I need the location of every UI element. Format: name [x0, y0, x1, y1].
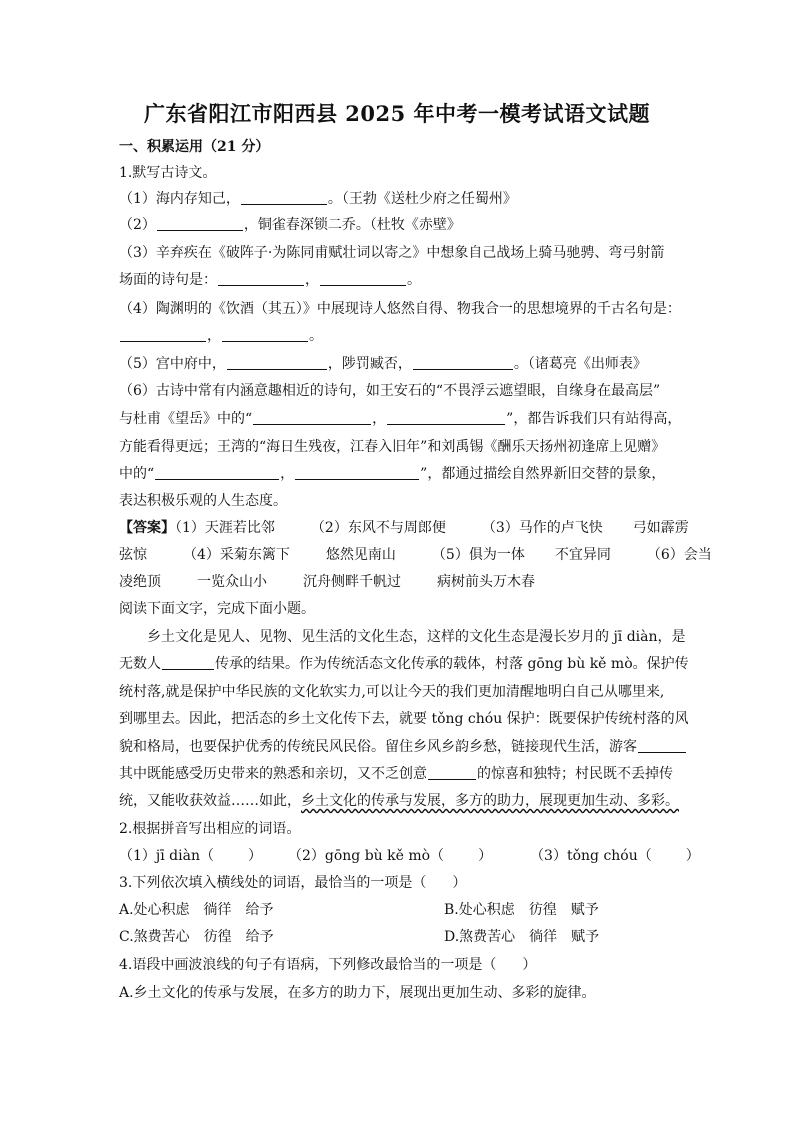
answer-item: （3）马作的卢飞快 [481, 520, 603, 536]
q2-items [119, 846, 700, 866]
q1-item-4-line1: （4）陶渊明的《饮酒（其五）》中展现诗人悠然自得、物我合一的思想境界的千古名句是： [119, 301, 681, 317]
answer-item: （1）天涯若比邻 [175, 520, 275, 536]
passage-text: 统，又能收获效益……如此， [119, 793, 301, 809]
q3-option-a[interactable]: A.处心积虑 徜徉 给予 [119, 902, 274, 918]
q1-item-1 [119, 189, 517, 209]
q3-option-d[interactable]: D.煞费苦心 徜徉 赋予 [444, 929, 600, 945]
q1-item-5-post: 。（诸葛亮《出师表》 [513, 356, 647, 372]
answer-blank[interactable] [253, 410, 371, 425]
answer-item: 悠然见南山 [325, 547, 396, 563]
answer-blank[interactable] [413, 355, 513, 370]
q1-item-1-pre: （1）海内存知己， [119, 191, 240, 207]
answer-item: （2）东风不与周郎便 [310, 520, 446, 536]
answer-item: 一览众山小 [197, 574, 267, 590]
q1-item-4-mid: ， [207, 328, 221, 344]
q1-item-2-post: ，铜雀春深锁二乔。（杜牧《赤壁》 [243, 217, 461, 233]
q1-item-5 [119, 354, 647, 374]
q1-item-6-line3: 方能看得更远；王湾的“海日生残夜，江春入旧年”和刘禹锡《酬乐天扬州初逢席上见赠》 [119, 439, 666, 455]
wavy-underlined-sentence: 乡土文化的传承与发展，多方的助力，展现更加生动、多彩。 [301, 793, 679, 809]
q4-stem [119, 955, 536, 975]
answer-blank[interactable] [155, 465, 279, 480]
q1-item-1-post: 。（王勃《送杜少府之任蜀州》 [327, 191, 517, 207]
passage-line [119, 791, 679, 811]
answer-blank[interactable] [638, 738, 686, 753]
q1-item-4-post: 。 [309, 328, 323, 344]
passage-text: 的惊喜和独特；村民既不丢掉传 [477, 766, 673, 782]
q1-item-6-line4 [119, 464, 665, 484]
answer-blank[interactable] [320, 271, 406, 286]
reading-intro: 阅读下面文字，完成下面小题。 [119, 601, 315, 617]
section-heading: 一、积累运用（21 分） [119, 139, 270, 155]
answer-item: 病树前头万木春 [437, 574, 535, 590]
q2-stem: 2.根据拼音写出相应的词语。 [119, 821, 301, 837]
answer-line-3 [119, 572, 535, 592]
q2-item: （2）gōng bù kě mò（ [287, 848, 445, 864]
passage-line: 到哪里去。因此，把活态的乡土文化传下去，就要 tǒng chóu 保护：既要保护传统村落的风 [119, 711, 689, 727]
answer-item: （5）俱为一体 [431, 547, 525, 563]
answer-item: 沉舟侧畔千帆过 [303, 574, 401, 590]
q1-item-5-pre: （5）宫中府中， [119, 356, 226, 372]
passage-line: 统村落,就是保护中华民族的文化软实力,可以让今天的我们更加清醒地明白自己从哪里来, [119, 684, 665, 700]
q1-item-2 [119, 215, 461, 235]
answer-blank[interactable] [157, 216, 243, 231]
answer-item: （4）采菊东篱下 [183, 547, 290, 563]
q4-option-a[interactable]: A.乡土文化的传承与发展，在多方的助力下，展现出更加生动、多彩的旋律。 [119, 985, 596, 1001]
q3-stem-close: ） [452, 875, 467, 891]
q1-item-3-mid: ， [305, 272, 319, 288]
answer-item: 不宜异同 [554, 547, 611, 563]
answer-blank[interactable] [428, 765, 476, 780]
passage-text: 传承的结果。作为传统活态文化传承的载体，村落 gōng bù kě mò。保护传 [215, 656, 689, 672]
answer-blank[interactable] [218, 271, 304, 286]
q4-stem-text: 4.语段中画波浪线的句子有语病，下列修改最恰当的一项是（ [119, 957, 497, 973]
q3-option-c[interactable]: C.煞费苦心 彷徨 给予 [119, 929, 274, 945]
q1-item-6-post: ”，都告诉我们只有站得高， [506, 411, 682, 427]
q2-item: （3）tǒng chóu（ [530, 848, 652, 864]
q1-item-6-line1: （6）古诗中常有内涵意趣相近的诗句，如王安石的“不畏浮云遮望眼，自缘身在最高层” [119, 383, 661, 399]
q1-item-2-pre: （2） [119, 217, 156, 233]
q1-item-6-pre: 与杜甫《望岳》中的“ [119, 411, 253, 427]
q2-item-close: ） [478, 848, 493, 864]
answer-label: 【答案】 [119, 520, 175, 536]
q1-item-6b-mid: ， [280, 466, 295, 482]
q1-stem: 1.默写古诗文。 [119, 165, 217, 181]
q1-item-6b-post: ”，都通过描绘自然界新旧交替的景象， [420, 466, 666, 482]
q1-item-3-line1: （3）辛弃疾在《破阵子·为陈同甫赋壮词以寄之》中想象自己战场上骑马驰骋、弯弓射箭 [119, 245, 665, 261]
q1-item-5-mid: ，陟罚臧否， [327, 356, 412, 372]
answer-item: 凌绝顶 [119, 574, 161, 590]
passage-text: 其中既能感受历史带来的熟悉和亲切，又不乏创意 [119, 766, 427, 782]
q1-item-6-mid: ， [372, 411, 387, 427]
answer-line-2 [119, 545, 712, 565]
q1-item-3-post: 。 [407, 272, 421, 288]
passage-text: 貌和格局，也要保护优秀的传统民风民俗。留住乡风乡韵乡愁，链接现代生活，游客 [119, 739, 637, 755]
q2-item-close: ） [685, 848, 700, 864]
q1-item-6-line2 [119, 409, 681, 429]
answer-blank[interactable] [295, 465, 419, 480]
q3-stem [119, 873, 466, 893]
passage-line: 乡土文化是见人、见物、见生活的文化生态，这样的文化生态是漫长岁月的 jī diàn，是 [147, 629, 686, 645]
answer-blank[interactable] [241, 190, 327, 205]
q1-item-6-line5: 表达积极乐观的人生态度。 [119, 493, 287, 509]
q3-stem-text: 3.下列依次填入横线处的词语，最恰当的一项是（ [119, 875, 427, 891]
q1-item-4-line2 [119, 326, 323, 346]
answer-blank[interactable] [120, 327, 206, 342]
passage-line [119, 654, 689, 674]
passage-text: 无数人 [119, 656, 161, 672]
answer-item: 弦惊 [119, 547, 147, 563]
answer-blank[interactable] [222, 327, 308, 342]
passage-line [119, 737, 687, 757]
q4-stem-close: ） [522, 957, 537, 973]
answer-item: （6）会当 [646, 547, 712, 563]
q2-item-close: ） [247, 848, 262, 864]
answer-item: 弓如霹雳 [632, 520, 689, 536]
page-title: 广东省阳江市阳西县 2025 年中考一模考试语文试题 [143, 101, 651, 126]
answer-blank[interactable] [387, 410, 505, 425]
passage-line [119, 764, 673, 784]
q1-item-3-pre: 场面的诗句是： [119, 272, 217, 288]
q2-item: （1）jī diàn（ [119, 848, 214, 864]
q1-item-3-line2 [119, 270, 421, 290]
q3-option-b[interactable]: B.处心积虑 彷徨 赋予 [444, 902, 599, 918]
q1-item-6b-pre: 中的“ [119, 466, 155, 482]
answer-blank[interactable] [227, 355, 327, 370]
answer-line-1 [119, 518, 689, 538]
answer-blank[interactable] [162, 655, 214, 670]
